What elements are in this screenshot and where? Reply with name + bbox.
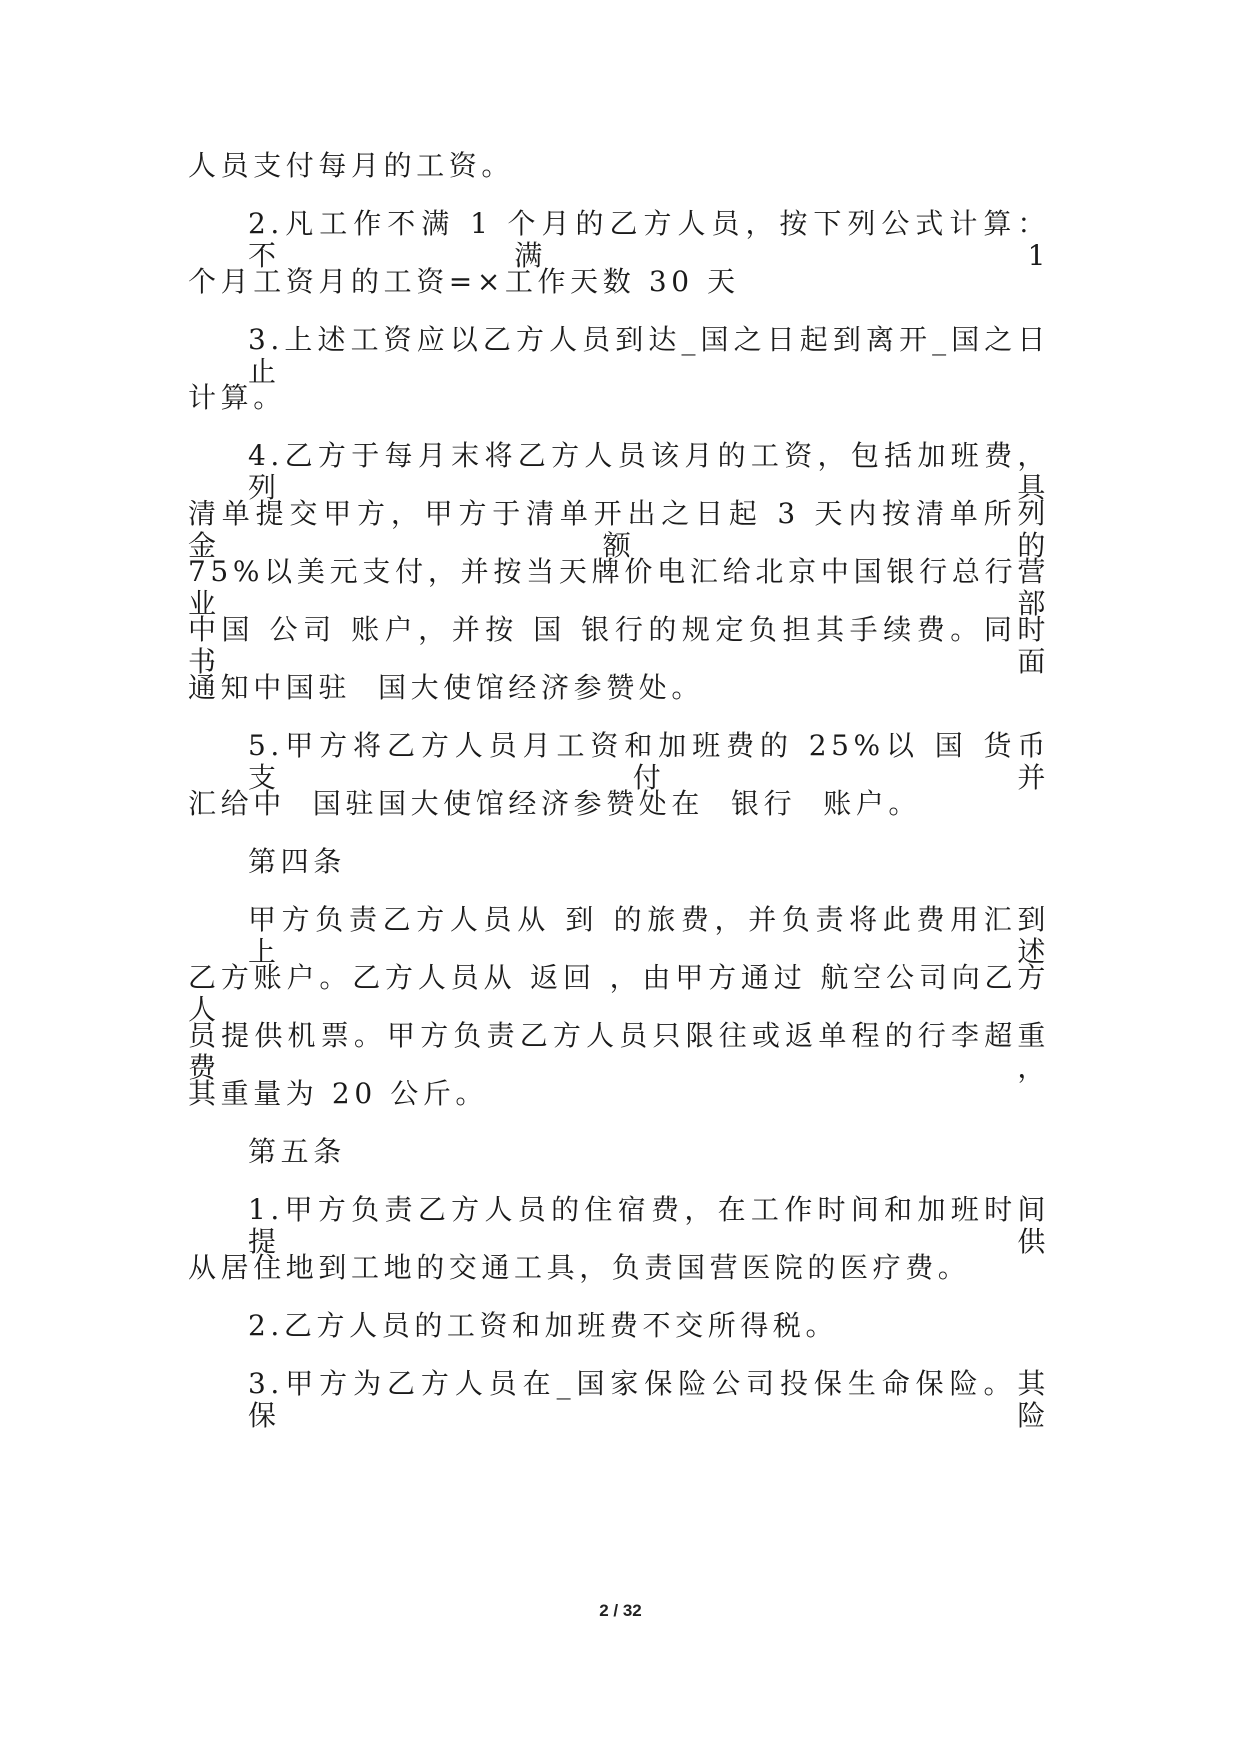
text-line: 75%以美元支付，并按当天牌价电汇给北京中国银行总行营业部 bbox=[188, 555, 1050, 620]
page-number: 2 / 32 bbox=[599, 1601, 642, 1620]
text-line: 其重量为 20 公斤。 bbox=[188, 1077, 489, 1110]
section-heading: 第四条 bbox=[248, 845, 346, 878]
text-line: 个月工资月的工资=×工作天数 30 天 bbox=[188, 265, 740, 298]
text-line: 清单提交甲方，甲方于清单开出之日起 3 天内按清单所列金额的 bbox=[188, 497, 1050, 562]
text-line: 3.上述工资应以乙方人员到达_国之日起到离开_国之日止 bbox=[248, 323, 1050, 388]
text-line: 乙方账户。乙方人员从 返回 ，由甲方通过 航空公司向乙方人 bbox=[188, 961, 1050, 1026]
text-line: 2.乙方人员的工资和加班费不交所得税。 bbox=[248, 1309, 839, 1342]
text-line: 通知中国驻 国大使馆经济参赞处。 bbox=[188, 671, 705, 704]
text-line: 甲方负责乙方人员从 到 的旅费，并负责将此费用汇到上述 bbox=[248, 903, 1050, 968]
text-line: 从居住地到工地的交通工具，负责国营医院的医疗费。 bbox=[188, 1251, 971, 1284]
text-line: 中国 公司 账户，并按 国 银行的规定负担其手续费。同时书面 bbox=[188, 613, 1050, 678]
text-line: 2.凡工作不满 1 个月的乙方人员，按下列公式计算：不满 1 bbox=[248, 207, 1050, 272]
section-heading: 第五条 bbox=[248, 1135, 346, 1168]
text-line: 1.甲方负责乙方人员的住宿费，在工作时间和加班时间提供 bbox=[248, 1193, 1050, 1258]
text-line: 汇给中 国驻国大使馆经济参赞处在 银行 账户。 bbox=[188, 787, 922, 820]
text-line: 4.乙方于每月末将乙方人员该月的工资，包括加班费，列具 bbox=[248, 439, 1050, 504]
text-line: 员提供机票。甲方负责乙方人员只限往或返单程的行李超重费， bbox=[188, 1019, 1050, 1084]
text-line: 5.甲方将乙方人员月工资和加班费的 25%以 国 货币支付并 bbox=[248, 729, 1050, 794]
text-line: 计算。 bbox=[188, 381, 286, 414]
text-line: 人员支付每月的工资。 bbox=[188, 149, 515, 182]
text-line: 3.甲方为乙方人员在_国家保险公司投保生命保险。其保险 bbox=[248, 1367, 1050, 1432]
